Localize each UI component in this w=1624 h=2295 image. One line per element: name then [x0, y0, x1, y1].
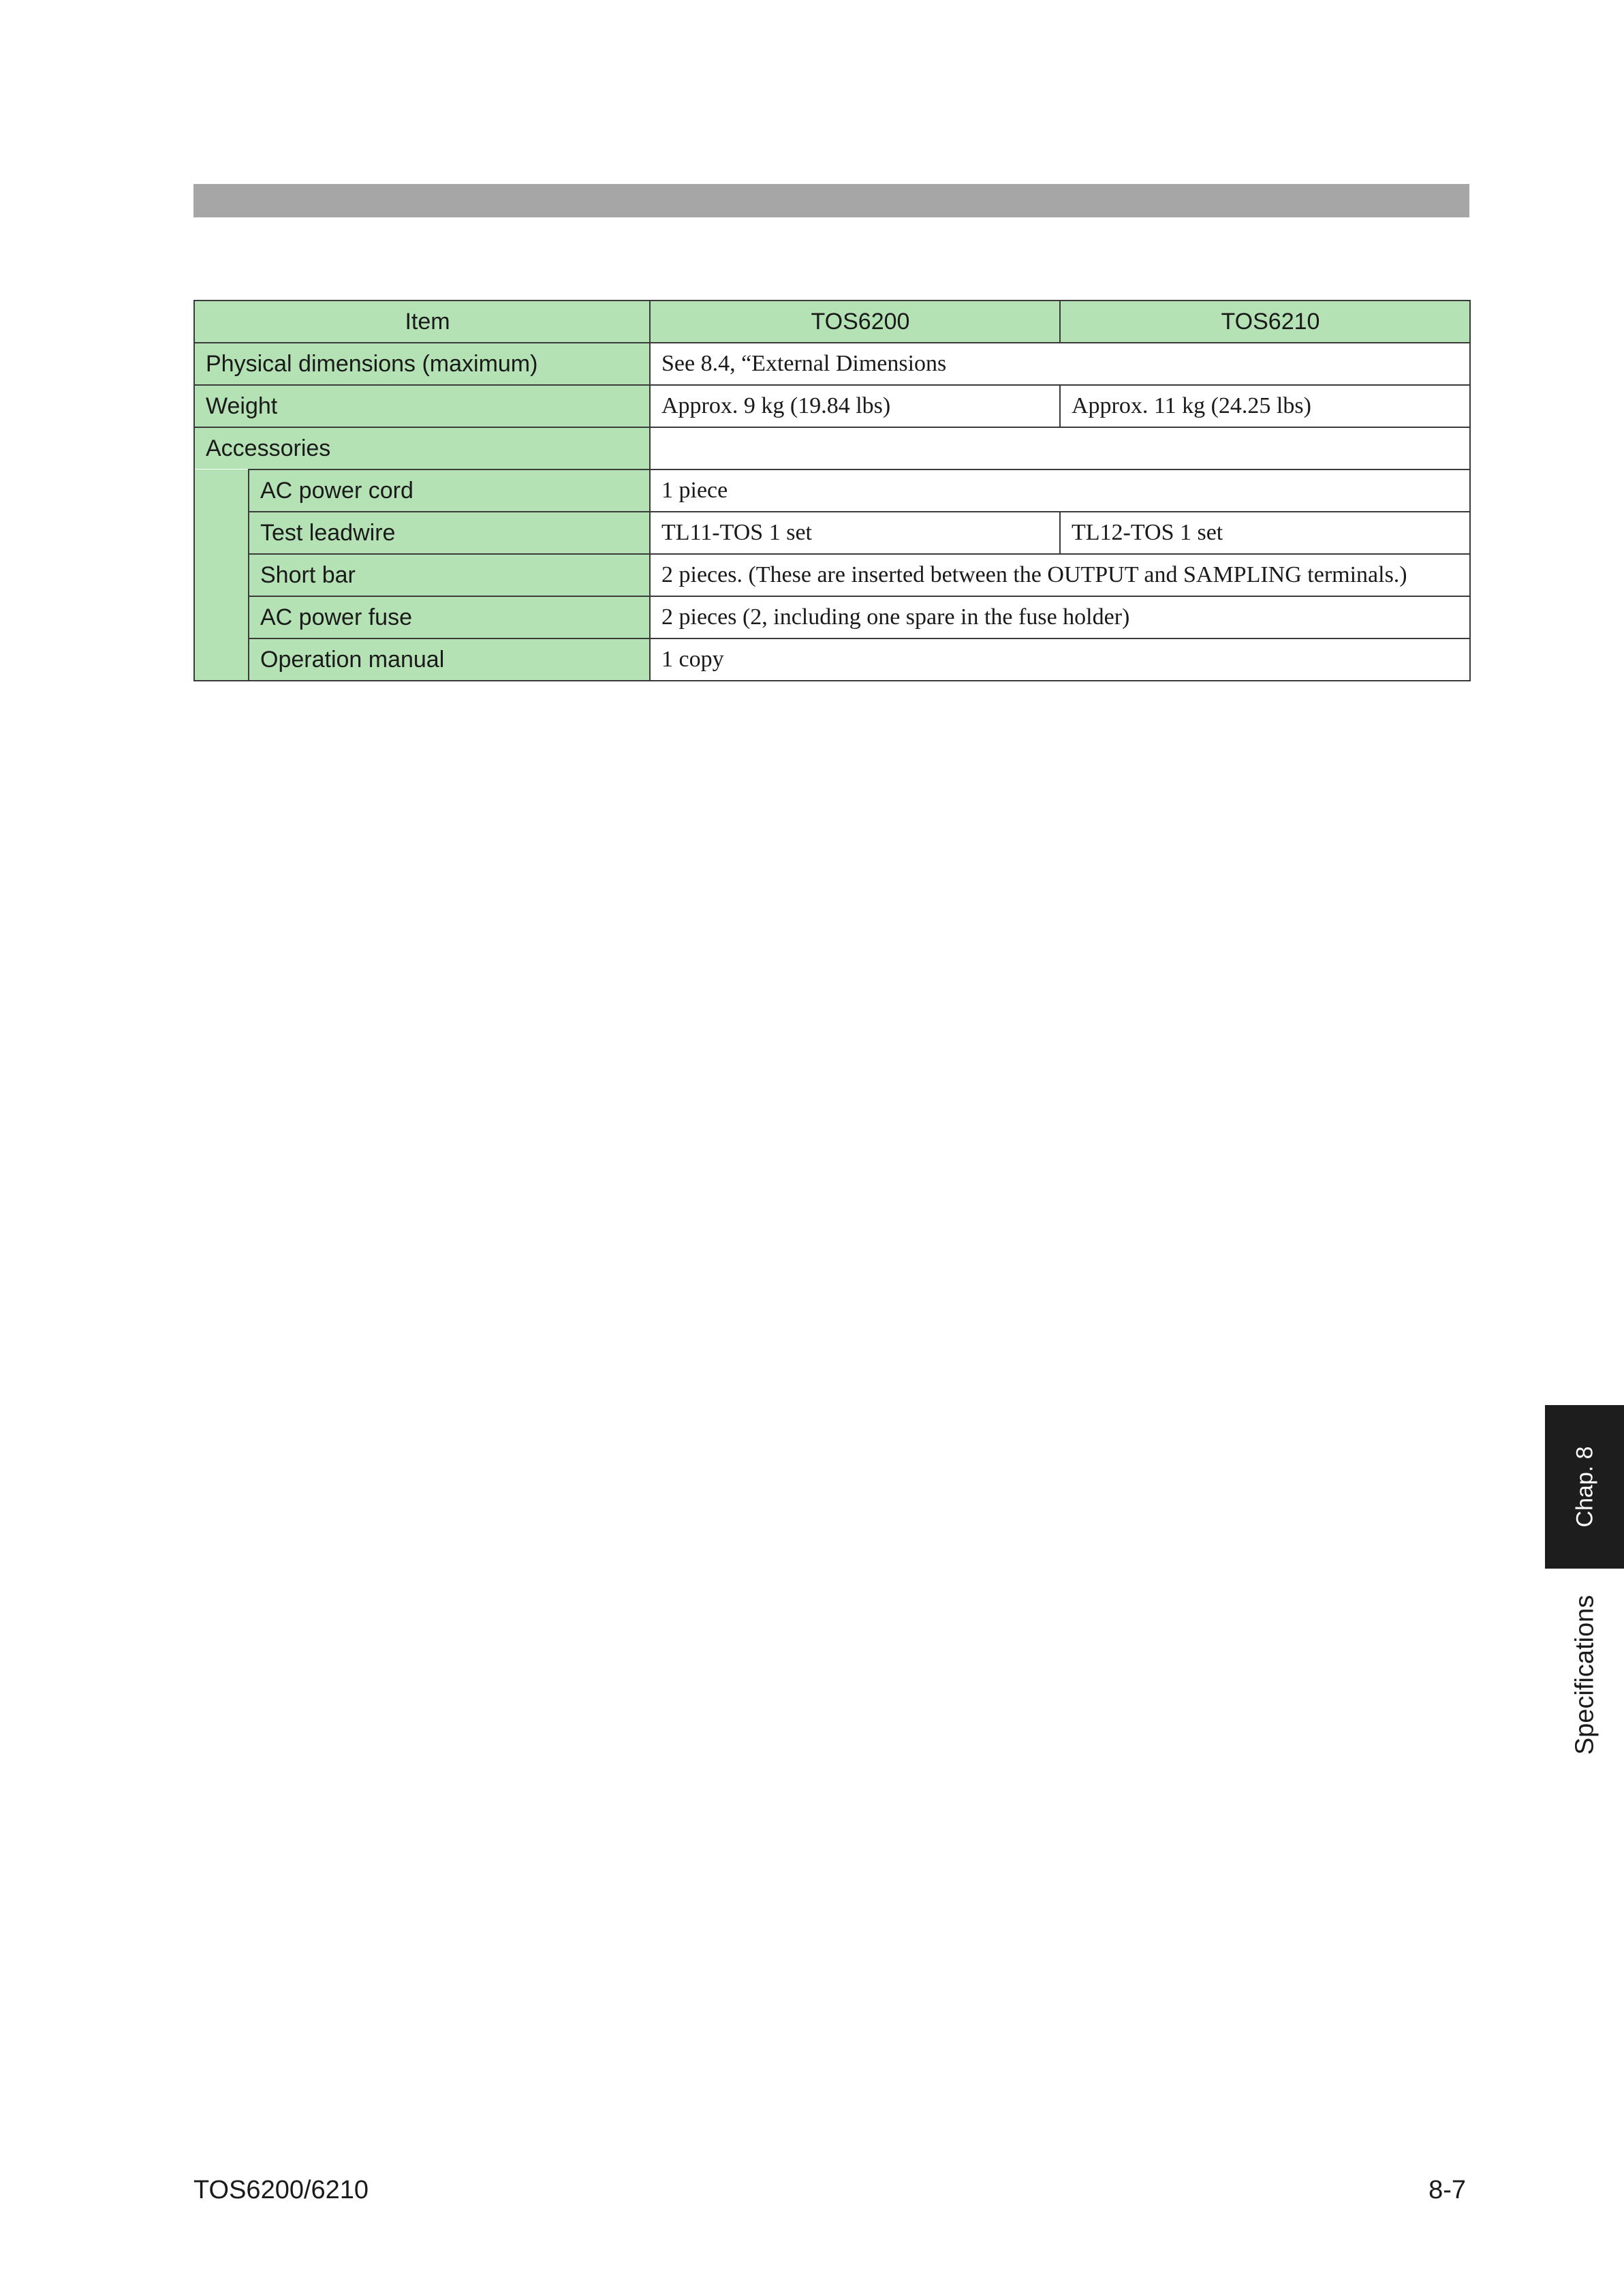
row-value-weight-tos6200: Approx. 9 kg (19.84 lbs) [650, 385, 1060, 427]
row-value-ac-power-fuse: 2 pieces (2, including one spare in the fuse holder) [650, 596, 1470, 638]
row-label-accessories: Accessories [194, 427, 650, 469]
row-value-short-bar: 2 pieces. (These are inserted between the OUTPUT and SAMPLING terminals.) [650, 554, 1470, 596]
chapter-label: Chap. 8 [1572, 1446, 1598, 1528]
header-tos6210: TOS6210 [1060, 301, 1470, 343]
page-number: 8-7 [1428, 2176, 1466, 2204]
row-value-weight-tos6210: Approx. 11 kg (24.25 lbs) [1060, 385, 1470, 427]
row-label-physical: Physical dimensions (maximum) [194, 343, 650, 385]
row-label-short-bar: Short bar [249, 554, 650, 596]
row-value-operation-manual: 1 copy [650, 638, 1470, 681]
section-title-bar [193, 184, 1469, 217]
table-row [194, 512, 1470, 554]
row-label-operation-manual: Operation manual [249, 638, 650, 681]
header-tos6200: TOS6200 [650, 301, 1060, 343]
table-row [194, 554, 1470, 596]
header-item: Item [194, 301, 650, 343]
row-label-ac-power-cord: AC power cord [249, 469, 650, 512]
row-value-physical: See 8.4, “External Dimensions [650, 343, 1470, 385]
table-row [194, 596, 1470, 638]
row-label-weight: Weight [194, 385, 650, 427]
table-row [194, 385, 1470, 427]
row-value-ac-power-cord: 1 piece [650, 469, 1470, 512]
accessories-blank-cell [650, 427, 1470, 469]
row-label-ac-power-fuse: AC power fuse [249, 596, 650, 638]
table-row [194, 343, 1470, 385]
table-row [194, 427, 1470, 469]
table-header-row [194, 301, 1470, 343]
specifications-table [193, 300, 1471, 681]
accessories-indent-column [194, 469, 249, 681]
footer-model: TOS6200/6210 [193, 2176, 369, 2204]
table-row [194, 638, 1470, 681]
row-value-test-leadwire-tos6210: TL12-TOS 1 set [1060, 512, 1470, 554]
row-label-test-leadwire: Test leadwire [249, 512, 650, 554]
row-value-test-leadwire-tos6200: TL11-TOS 1 set [650, 512, 1060, 554]
section-label: Specifications [1570, 1595, 1599, 1755]
table-row [194, 469, 1470, 512]
